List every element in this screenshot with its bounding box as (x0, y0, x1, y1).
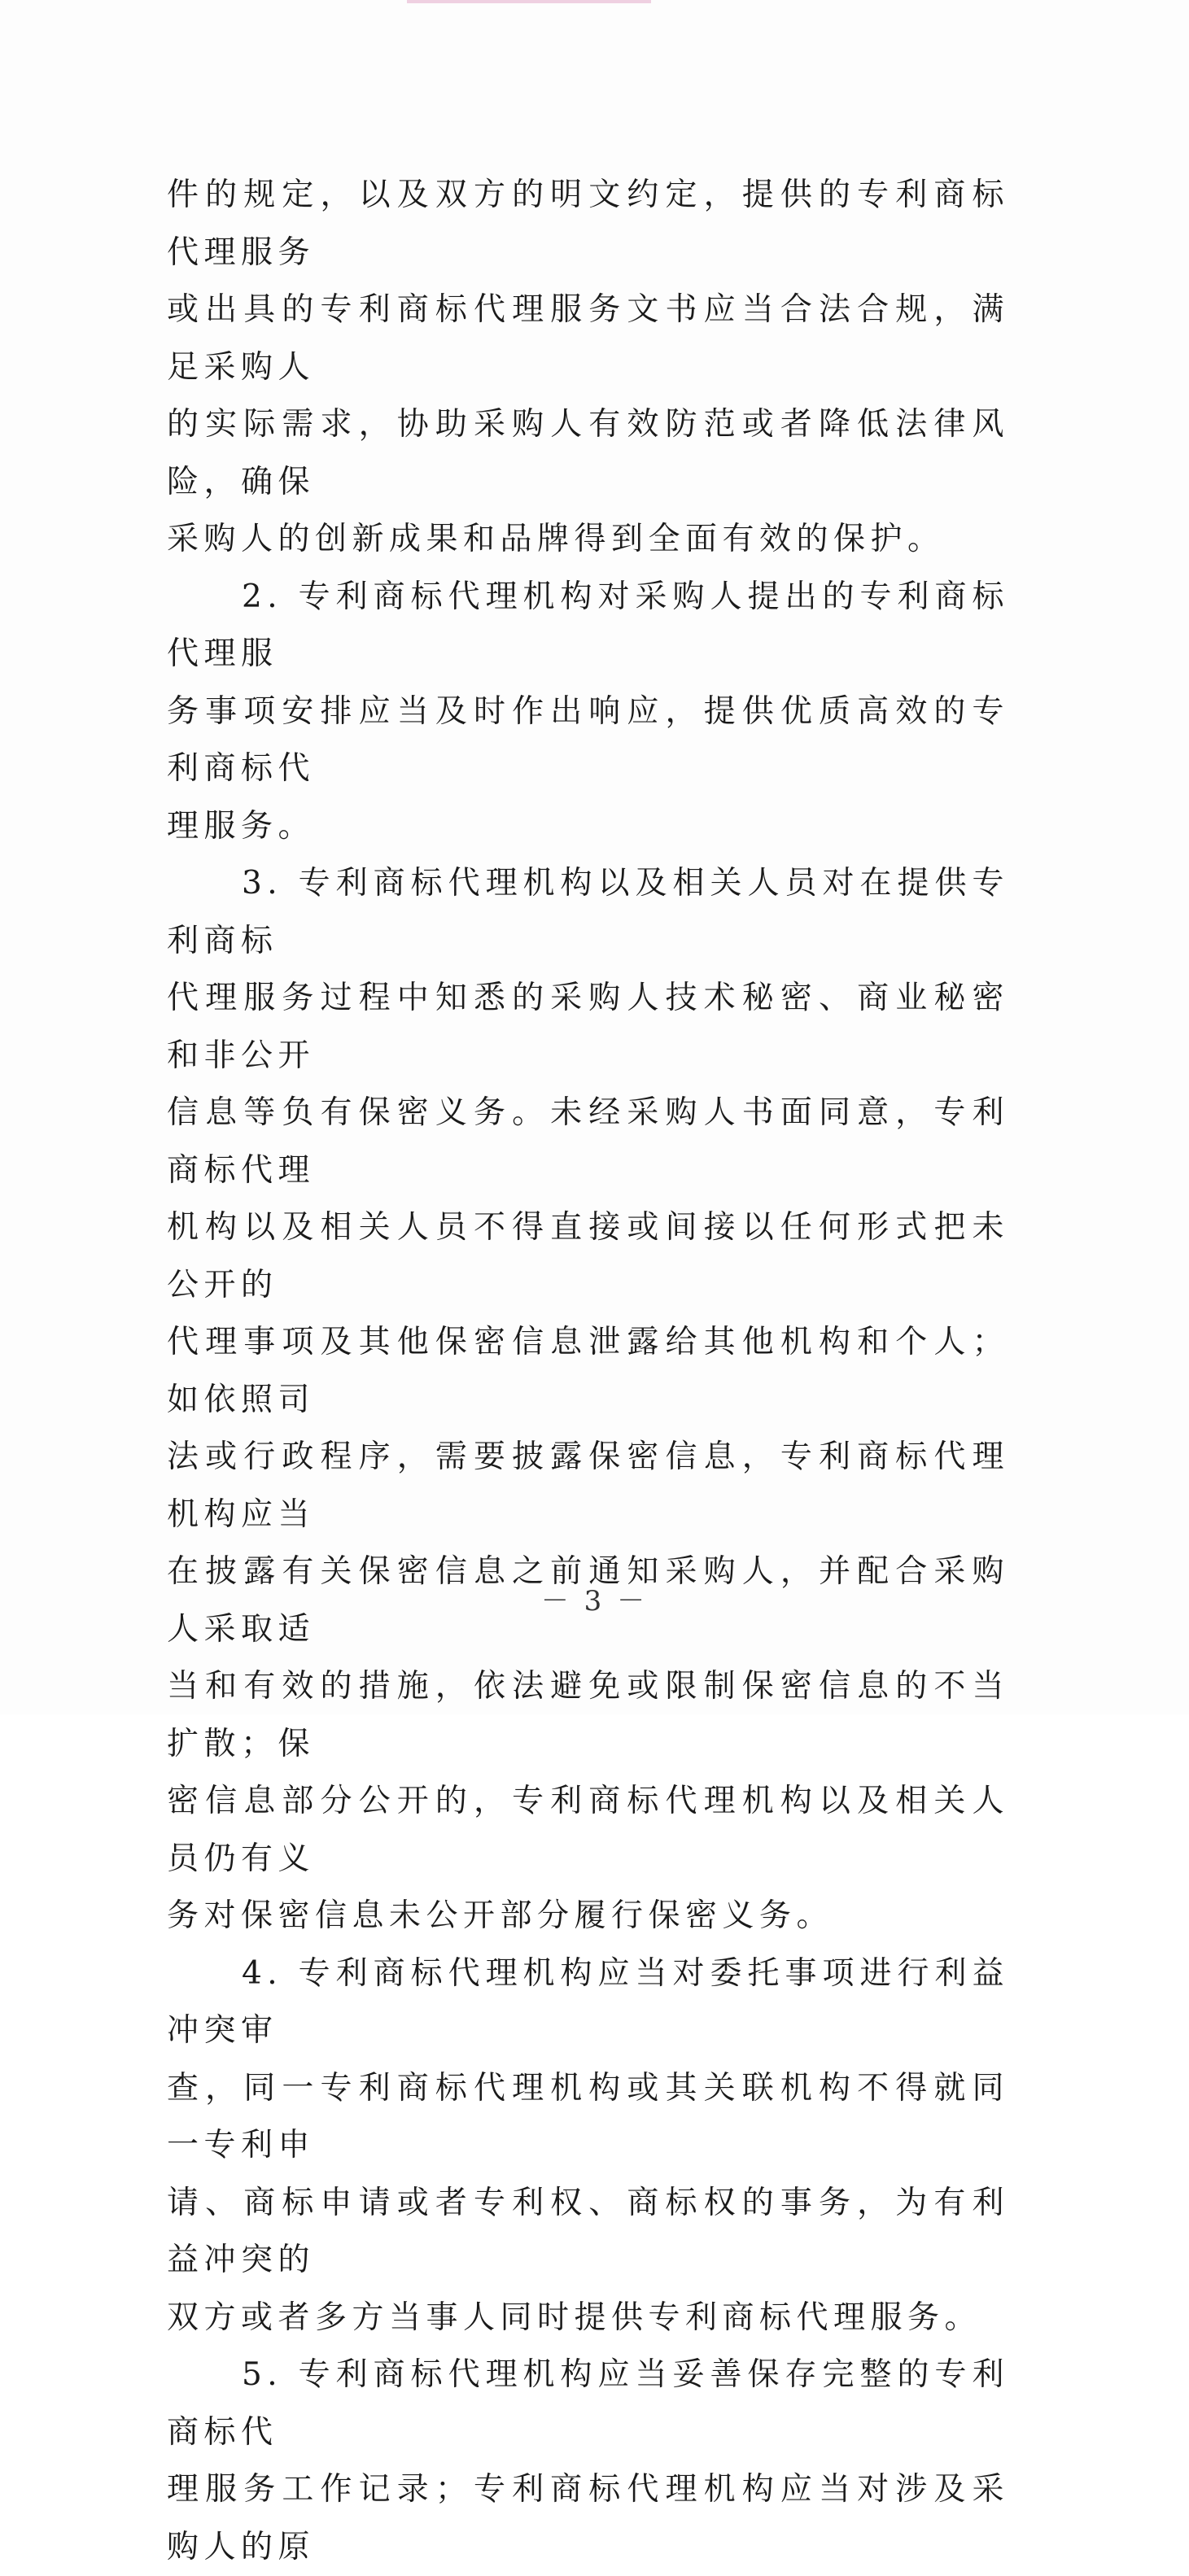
paragraph-5: 5. 专利商标代理机构应当妥善保存完整的专利商标代 理服务工作记录；专利商标代理机构应当对涉及采购人的原 (167, 2356, 1009, 2565)
paragraph-3: 3. 专利商标代理机构以及相关人员对在提供专利商标 代理服务过程中知悉的采购人技术秘密、商业秘密和非公开 信息等负有保密义务。未经采购人书面同意，专利商标代理 机构以及相关人员不得直接或间接以任何形式把未公开的 代理事项及其他保密信息泄露给其他机构和个人；如依照司 法或行政程序，需要披露保密信息，专利商标代理机构应当 在披露有关保密信息之前通知采购人，并配合采购人采取适 当和有效的措施，依法避免或限制保密信息的不当扩散；保 密信息部分公开的，专利商标代理机构以及相关人员仍有义 务对保密信息未公开部分履行保密义务。 (167, 865, 1009, 1934)
page-number: － 3 － (540, 1585, 649, 1618)
paragraph-1-continued: 件的规定，以及双方的明文约定，提供的专利商标代理服务 或出具的专利商标代理服务文书应当合法合规，满足采购人 的实际需求，协助采购人有效防范或者降低法律风险，确保 采购人的创新成果和品牌得到全面有效的保护。 (167, 177, 1009, 557)
document-body (167, 167, 1009, 2576)
scan-edge-mark (407, 0, 651, 3)
paragraph-4: 4. 专利商标代理机构应当对委托事项进行利益冲突审 查，同一专利商标代理机构或其关联机构不得就同一专利申 请、商标申请或者专利权、商标权的事务，为有利益冲突的 双方或者多方当事人同时提供专利商标代理服务。 (167, 1954, 1009, 2336)
paragraph-2: 2. 专利商标代理机构对采购人提出的专利商标代理服 务事项安排应当及时作出响应，提供优质高效的专利商标代 理服务。 (167, 578, 1009, 845)
